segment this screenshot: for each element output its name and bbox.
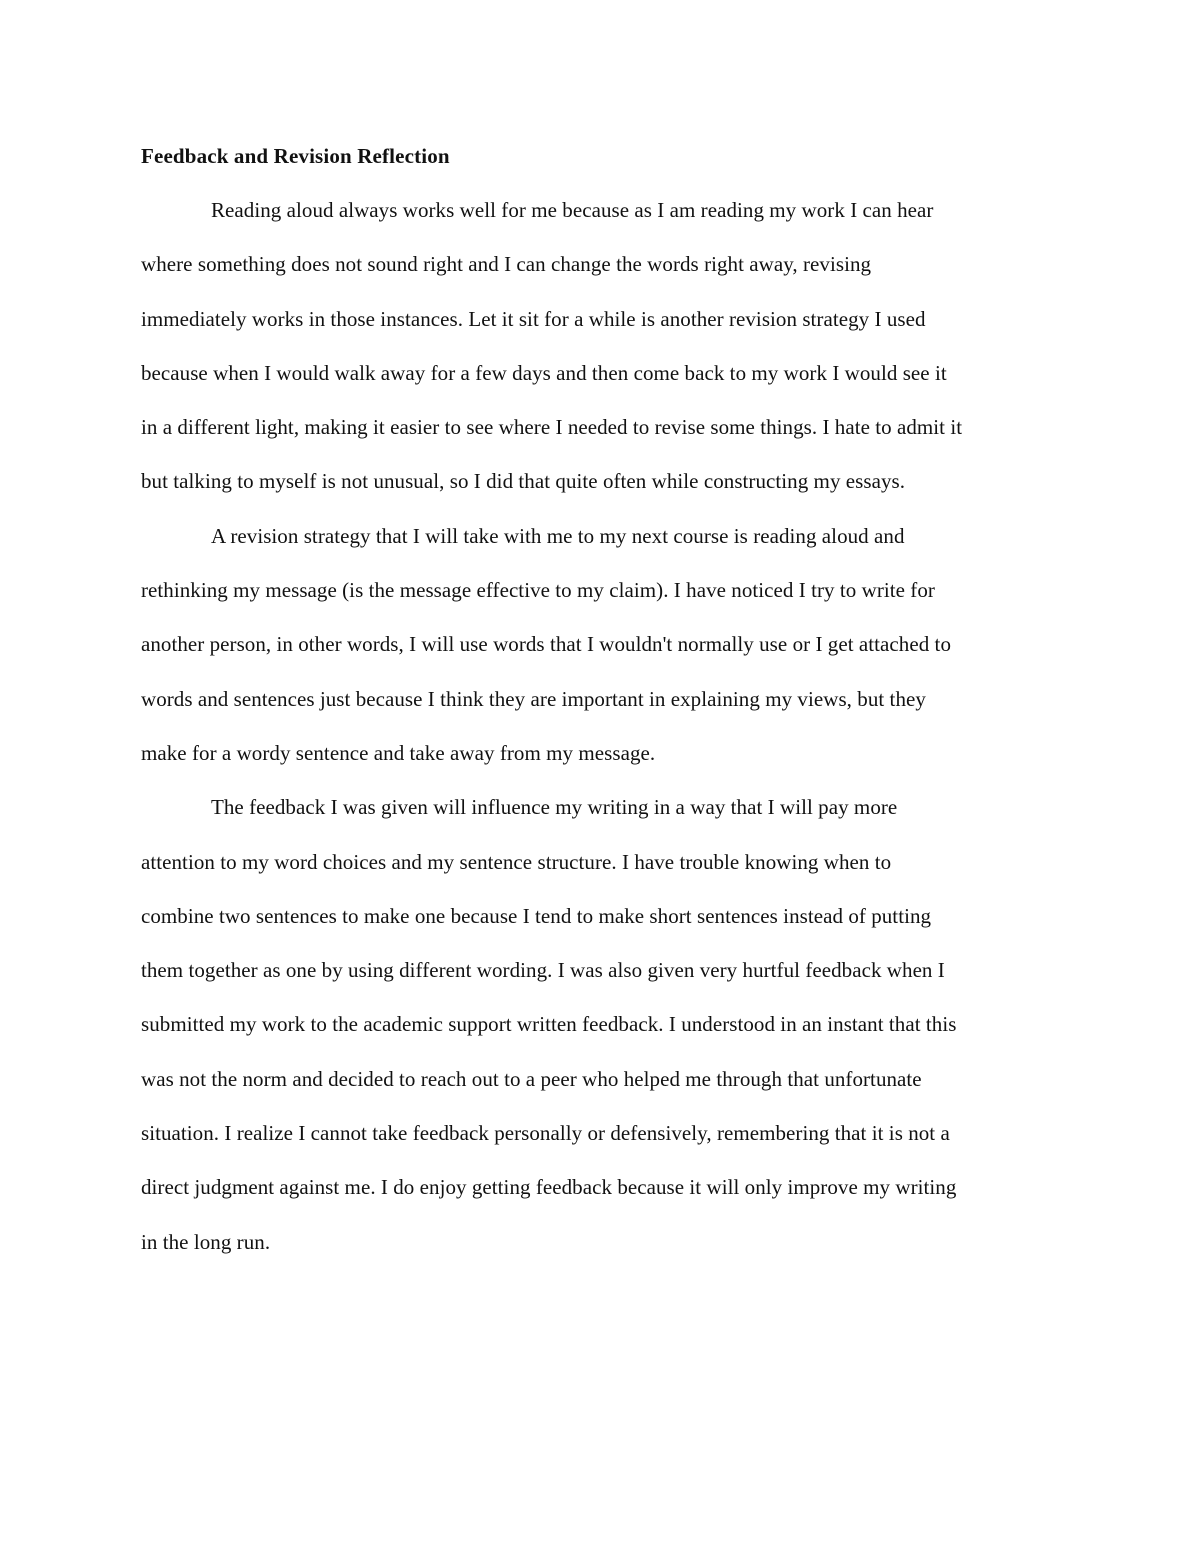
document-title: Feedback and Revision Reflection [141,144,450,168]
paragraph-2-line-1: A revision strategy that I will take with me to my next course is reading aloud and [211,523,905,548]
paragraph-3-line-5: submitted my work to the academic support written feedback. I understood in an instant that this [141,1012,957,1037]
paragraph-1-line-3: immediately works in those instances. Let it sit for a while is another revision strategy I used [141,306,926,331]
paragraph-3-line-1: The feedback I was given will influence my writing in a way that I will pay more [211,795,898,820]
paragraph-2-line-2: rethinking my message (is the message effective to my claim). I have noticed I try to write for [141,578,935,603]
paragraph-1-line-2: where something does not sound right and I can change the words right away, revising [141,252,872,277]
paragraph-1-line-1: Reading aloud always works well for me because as I am reading my work I can hear [211,198,934,222]
paragraph-2-line-3: another person, in other words, I will use words that I wouldn't normally use or I get attached to [141,632,951,657]
paragraph-3-line-9: in the long run. [141,1229,271,1254]
paragraph-3-line-6: was not the norm and decided to reach out to a peer who helped me through that unfortunate [141,1066,922,1091]
paragraph-3-line-4: them together as one by using different wording. I was also given very hurtful feedback when I [141,958,945,983]
paragraph-2-line-5: make for a wordy sentence and take away from my message. [141,740,656,765]
paragraph-3-line-8: direct judgment against me. I do enjoy getting feedback because it will only improve my writing [141,1175,957,1200]
paragraph-3-line-7: situation. I realize I cannot take feedback personally or defensively, remembering that it is not a [141,1121,950,1146]
paragraph-3-line-3: combine two sentences to make one because I tend to make short sentences instead of putting [141,903,932,928]
paragraph-1-line-4: because when I would walk away for a few days and then come back to my work I would see it [141,360,947,385]
paragraph-1-line-6: but talking to myself is not unusual, so I did that quite often while constructing my essays. [141,469,906,494]
paragraph-1-line-5: in a different light, making it easier to see where I needed to revise some things. I hate to admit it [141,415,963,440]
document-body [141,138,1063,1278]
paragraph-3-line-2: attention to my word choices and my sentence structure. I have trouble knowing when to [141,849,892,874]
paragraph-2-line-4: words and sentences just because I think they are important in explaining my views, but they [141,686,926,711]
